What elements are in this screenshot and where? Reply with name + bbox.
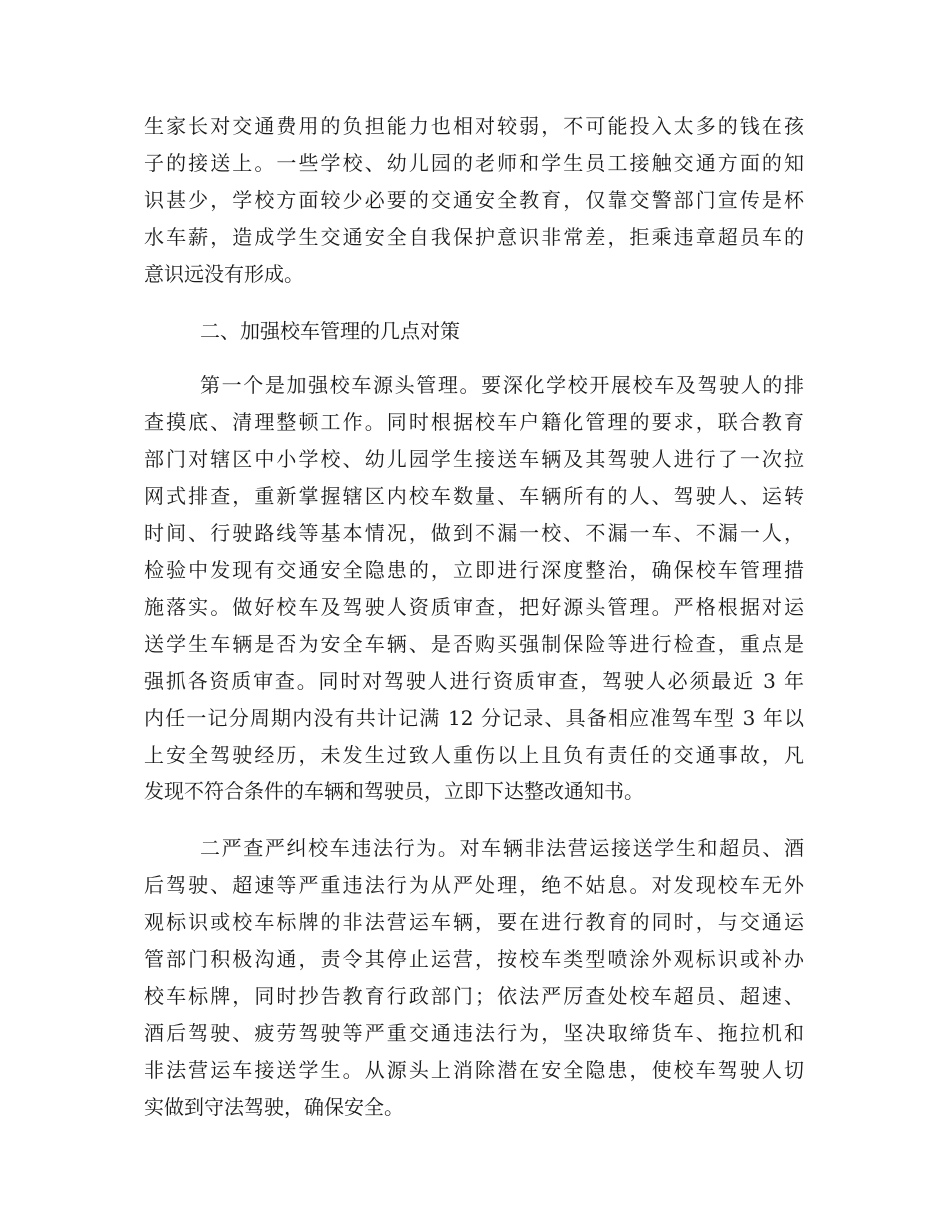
text-line: 部门对辖区中小学校、幼儿园学生接送车辆及其驾驶人进行了一次拉 [144, 447, 804, 472]
text-line: 酒后驾驶、疲劳驾驶等严重交通违法行为，坚决取缔货车、拖拉机和 [144, 1020, 804, 1045]
text-line: 发现不符合条件的车辆和驾驶员，立即下达整改通知书。 [144, 779, 644, 804]
text-line: 非法营运车接送学生。从源头上消除潜在安全隐患，使校车驾驶人切 [144, 1057, 804, 1082]
text-line: 强抓各资质审查。同时对驾驶人进行资质审查，驾驶人必须最近 3 年 [144, 668, 804, 693]
text-line: 识甚少，学校方面较少必要的交通安全教育，仅靠交警部门宣传是杯 [144, 187, 804, 212]
text-line: 后驾驶、超速等严重违法行为从严处理，绝不姑息。对发现校车无外 [144, 873, 804, 898]
text-line: 网式排查，重新掌握辖区内校车数量、车辆所有的人、驾驶人、运转 [144, 484, 804, 509]
document-page [144, 108, 804, 1126]
text-line: 上安全驾驶经历，未发生过致人重伤以上且负有责任的交通事故，凡 [144, 742, 804, 767]
text-line: 检验中发现有交通安全隐患的，立即进行深度整治，确保校车管理措 [144, 557, 804, 582]
text-line: 管部门积极沟通，责令其停止运营，按校车类型喷涂外观标识或补办 [144, 947, 804, 972]
text-line: 内任一记分周期内没有共计记满 12 分记录、具备相应准驾车型 3 年以 [144, 705, 804, 730]
text-line: 施落实。做好校车及驾驶人资质审查，把好源头管理。严格根据对运 [144, 594, 804, 619]
paragraph-continuation [144, 108, 804, 293]
text-line: 查摸底、清理整顿工作。同时根据校车户籍化管理的要求，联合教育 [144, 410, 804, 435]
text-line: 实做到守法驾驶，确保安全。 [144, 1094, 404, 1119]
paragraph-source-management [144, 367, 804, 810]
text-line: 水车薪，造成学生交通安全自我保护意识非常差，拒乘违章超员车的 [144, 224, 804, 249]
text-line: 送学生车辆是否为安全车辆、是否购买强制保险等进行检查，重点是 [144, 631, 804, 656]
paragraph-violations [144, 830, 804, 1125]
text-line: 生家长对交通费用的负担能力也相对较弱，不可能投入太多的钱在孩 [144, 114, 804, 138]
text-line: 第一个是加强校车源头管理。要深化学校开展校车及驾驶人的排 [200, 373, 804, 398]
text-line: 子的接送上。一些学校、幼儿园的老师和学生员工接触交通方面的知 [144, 150, 804, 175]
text-line: 二严查严纠校车违法行为。对车辆非法营运接送学生和超员、酒 [200, 836, 804, 861]
section-heading [144, 313, 804, 350]
text-line: 观标识或校车标牌的非法营运车辆，要在进行教育的同时，与交通运 [144, 910, 804, 935]
text-line: 时间、行驶路线等基本情况，做到不漏一校、不漏一车、不漏一人， [144, 521, 804, 546]
heading-text: 二、加强校车管理的几点对策 [200, 318, 460, 343]
text-line: 意识远没有形成。 [144, 261, 304, 286]
text-line: 校车标牌，同时抄告教育行政部门；依法严厉查处校车超员、超速、 [144, 983, 804, 1008]
